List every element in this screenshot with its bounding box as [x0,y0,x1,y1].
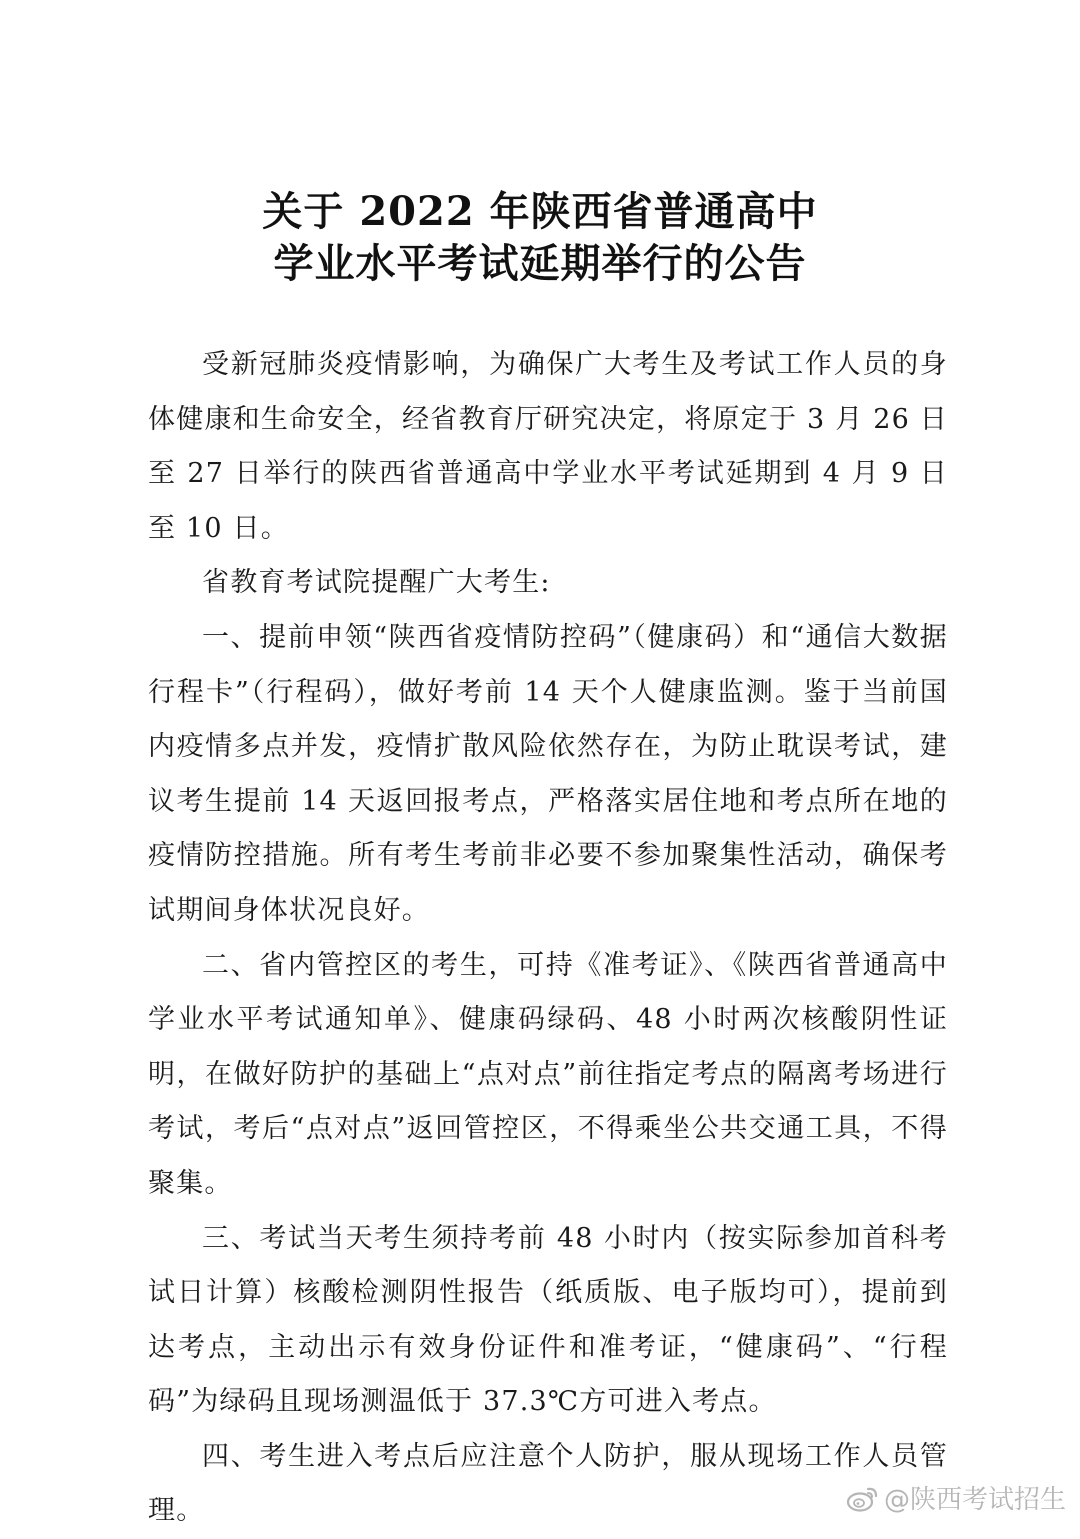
paragraph-reminder: 省教育考试院提醒广大考生: [202,567,551,599]
paragraph-item-1: 一、提前申领“陕西省疫情防控码”（健康码）和“通信大数据行程卡”（行程码），做好考前 14 天个人健康监测。鉴于当前国内疫情多点并发，疫情扩散风险依然存在，为防止耽误考试，建议考生提前 14 天返回报考点，严格落实居住地和考点所在地的疫情防控措施。所有考生考前非必要不参加聚集性活动，确保考试期间身体状况良好。 [148,621,948,926]
document-body [148,338,948,1539]
document-title-line-2: 学业水平考试延期举行的公告 [273,240,807,287]
paragraph-item-4: 四、考生进入考点后应注意个人防护，服从现场工作人员管理。 [148,1440,948,1527]
document-title-line-1: 关于 2022 年陕西省普通高中 [262,188,818,235]
paragraph-item-3: 三、考试当天考生须持考前 48 小时内（按实际参加首科考试日计算）核酸检测阴性报告（纸质版、电子版均可），提前到达考点，主动出示有效身份证件和准考证，“健康码”、“行程码”为绿码且现场测温低于 37.3℃方可进入考点。 [148,1222,948,1418]
weibo-watermark [846,1479,1066,1516]
paragraph-intro: 受新冠肺炎疫情影响，为确保广大考生及考试工作人员的身体健康和生命安全，经省教育厅研究决定，将原定于 3 月 26 日至 27 日举行的陕西省普通高中学业水平考试延期到 4 月 9 日至 10 日。 [148,349,948,544]
watermark-text: @陕西考试招生 [883,1485,1066,1515]
weibo-icon [846,1483,880,1513]
paragraph-item-2: 二、省内管控区的考生，可持《准考证》、《陕西省普通高中学业水平考试通知单》、健康码绿码、48 小时两次核酸阴性证明，在做好防护的基础上“点对点”前往指定考点的隔离考场进行考试，考后“点对点”返回管控区，不得乘坐公共交通工具，不得聚集。 [148,949,948,1199]
